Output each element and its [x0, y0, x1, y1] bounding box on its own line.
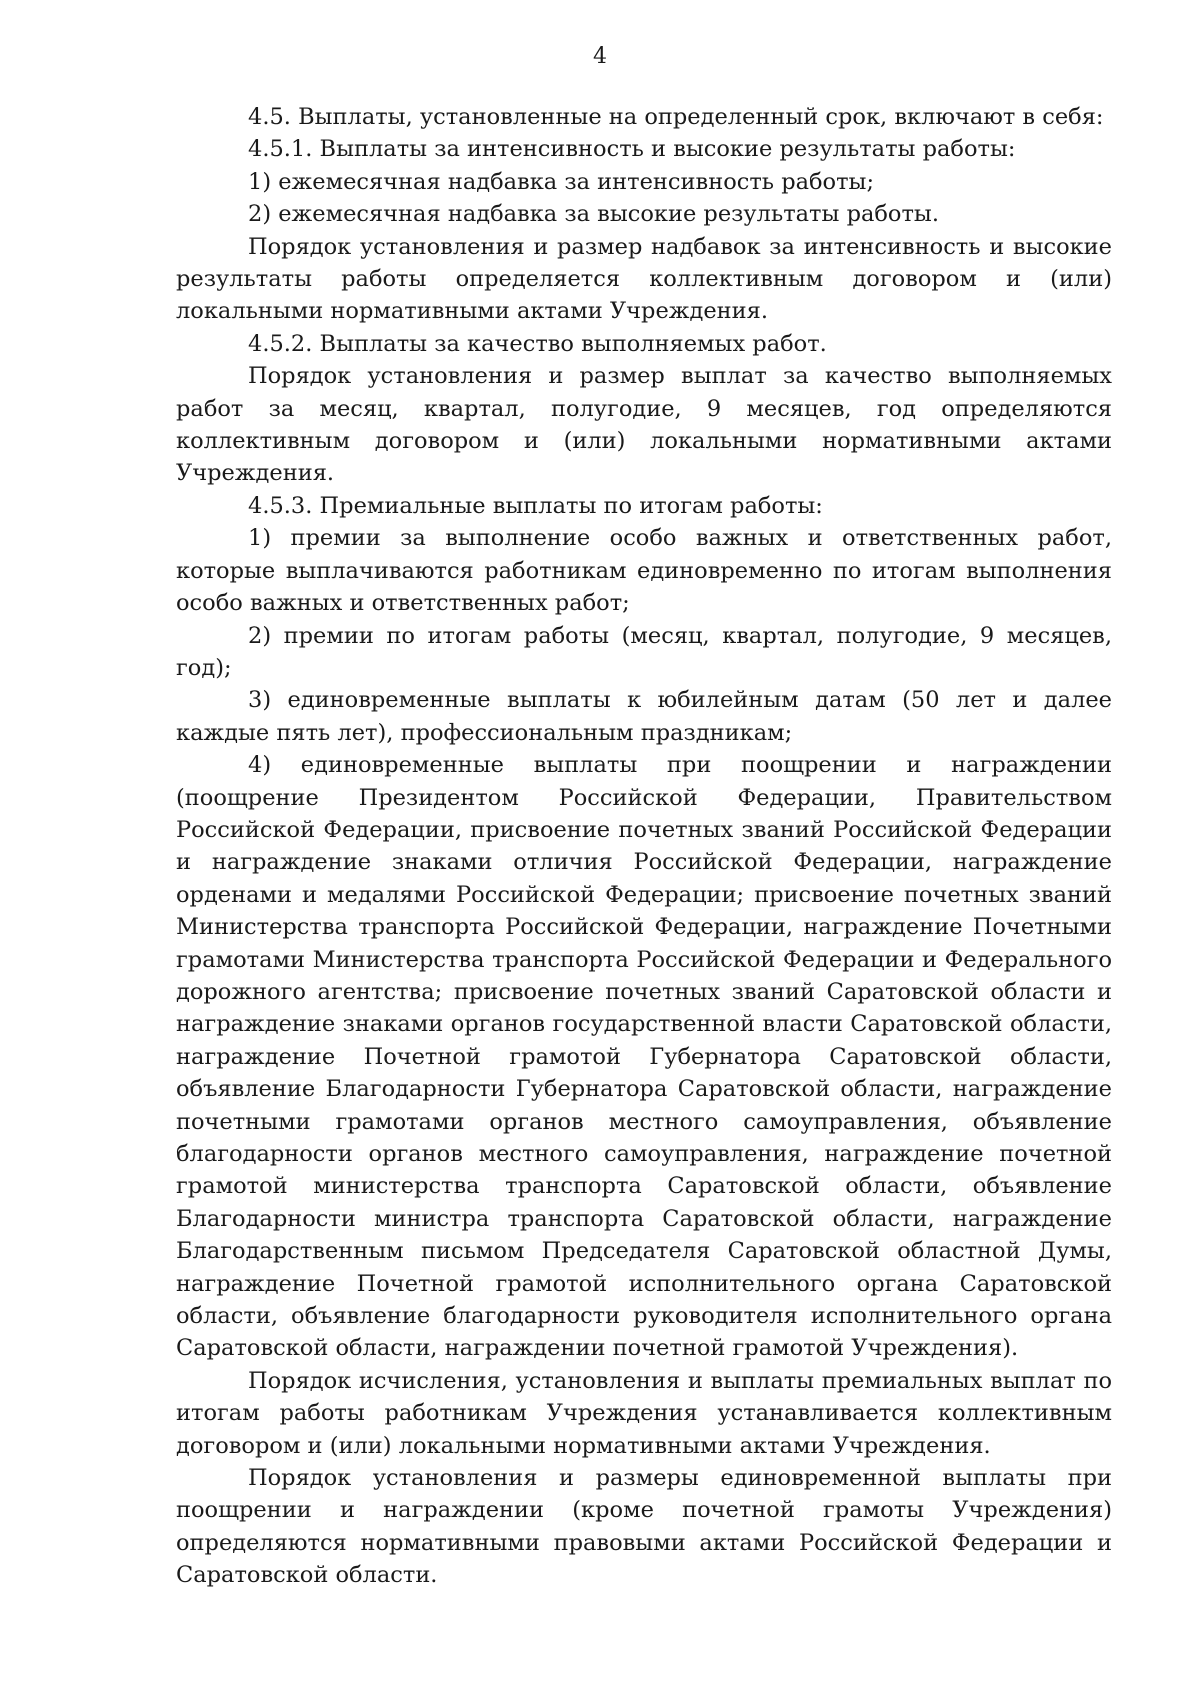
paragraph-bonus-procedure: Порядок установления и размер надбавок за интенсивность и высокие результаты работы определяется коллективным договором и (или) локальными нормативными актами Учреждения.: [176, 233, 1112, 325]
document-body: [176, 101, 1112, 1592]
list-item-important-works: 1) премии за выполнение особо важных и ответственных работ, которые выплачиваются работникам единовременно по итогам выполнения особо важных и ответственных работ;: [176, 525, 1112, 617]
list-item-awards: 4) единовременные выплаты при поощрении и награждении (поощрение Президентом Российской Федерации, Правительством Российской Федерации, присвоение почетных званий Российской Федерации и награждение знаками отличия Российской Федерации, награждение орденами и медалями Российской Федерации; присвоение почетных званий Министерства транспорта Российской Федерации, награждение Почетными грамотами Министерства транспорта Российской Федерации и Федерального дорожного агентства; присвоение почетных званий Саратовской области и награждение знаками органов государственной власти Саратовской области, награждение Почетной грамотой Губернатора Саратовской области, объявление Благодарности Губернатора Саратовской области, награждение почетными грамотами органов местного самоуправления, объявление благодарности органов местного самоуправления, награждение почетной грамотой министерства транспорта Саратовской области, объявление Благодарности министра транспорта Саратовской области, награждение Благодарственным письмом Председателя Саратовской областной Думы, награждение Почетной грамотой исполнительного органа Саратовской области, объявление благодарности руководителя исполнительного органа Саратовской области, награждении почетной грамотой Учреждения).: [176, 752, 1112, 1362]
paragraph-4-5: 4.5. Выплаты, установленные на определенный срок, включают в себя:: [248, 104, 1104, 130]
list-item-anniversary: 3) единовременные выплаты к юбилейным датам (50 лет и далее каждые пять лет), профессиональным праздникам;: [176, 687, 1112, 746]
list-item-intensity-bonus: 1) ежемесячная надбавка за интенсивность работы;: [248, 168, 875, 195]
list-item-period-bonus: 2) премии по итогам работы (месяц, квартал, полугодие, 9 месяцев, год);: [176, 622, 1112, 681]
list-item-results-bonus: 2) ежемесячная надбавка за высокие результаты работы.: [248, 201, 939, 228]
paragraph-premium-procedure: Порядок исчисления, установления и выплаты премиальных выплат по итогам работы работникам Учреждения устанавливается коллективным договором и (или) локальными нормативными актами Учреждения.: [176, 1367, 1112, 1459]
paragraph-one-time-procedure: Порядок установления и размеры единовременной выплаты при поощрении и награждении (кроме почетной грамоты Учреждения) определяются нормативными правовыми актами Российской Федерации и Саратовской области.: [176, 1465, 1112, 1589]
paragraph-4-5-3: 4.5.3. Премиальные выплаты по итогам работы:: [248, 492, 823, 519]
page-number: 4: [593, 44, 607, 69]
paragraph-4-5-2: 4.5.2. Выплаты за качество выполняемых работ.: [248, 330, 827, 357]
paragraph-quality-procedure: Порядок установления и размер выплат за качество выполняемых работ за месяц, квартал, полугодие, 9 месяцев, год определяются коллективным договором и (или) локальными нормативными актами Учреждения.: [176, 363, 1112, 487]
paragraph-4-5-1: 4.5.1. Выплаты за интенсивность и высокие результаты работы:: [248, 136, 1016, 163]
